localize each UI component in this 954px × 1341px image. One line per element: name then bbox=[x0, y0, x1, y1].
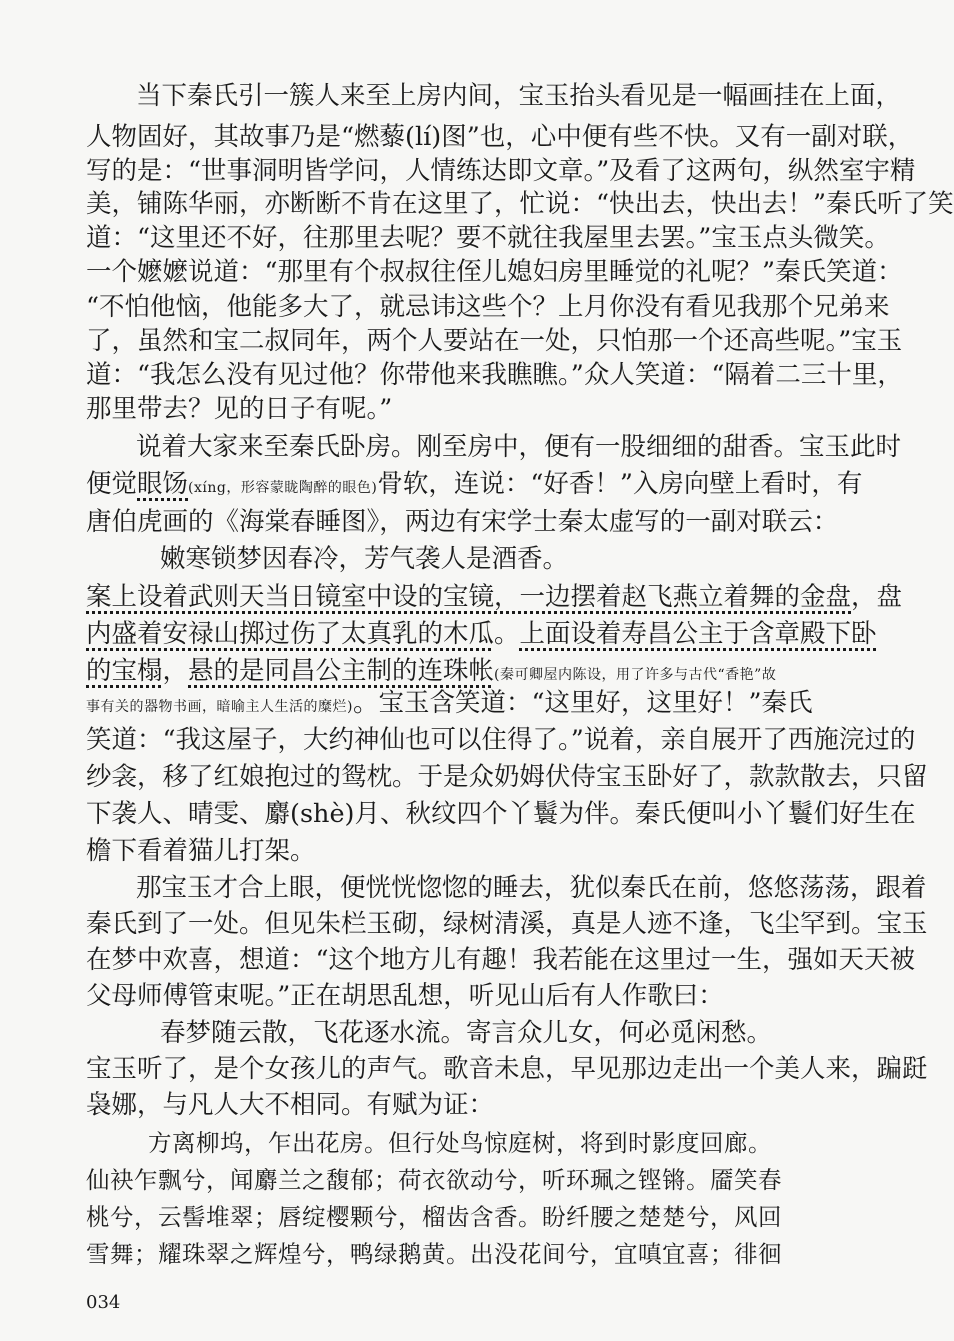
dotted-phrase: 案上设着武则天当日镜室中设的宝镜，一边摆着赵飞燕立着舞的金盘 bbox=[86, 582, 852, 612]
text-line: 道：“我怎么没有见过他？你带他来我瞧瞧。”众人笑道：“隔着二三十里， bbox=[86, 360, 903, 390]
dotted-phrase: 上面设着寿昌公主于含章殿下卧 bbox=[519, 619, 877, 649]
text-span: ，盘 bbox=[851, 582, 903, 612]
text-line: 纱衾，移了红娘抱过的鸳枕。于是众奶姆伏侍宝玉卧好了，款款散去，只留 bbox=[86, 762, 928, 792]
text-line: 那宝玉才合上眼，便恍恍惚惚的睡去，犹似秦氏在前，悠悠荡荡，跟着 bbox=[136, 873, 927, 903]
text-line: 当下秦氏引一簇人来至上房内间，宝玉抬头看见是一幅画挂在上面， bbox=[136, 81, 902, 111]
text-line bbox=[86, 618, 877, 650]
text-line: 下袭人、晴雯、麝(shè)月、秋纹四个丫鬟为伴。秦氏便叫小丫鬟们好生在 bbox=[86, 799, 916, 829]
text-line: 道：“这里还不好，往那里去呢？要不就往我屋里去罢。”宝玉点头微笑。 bbox=[86, 223, 890, 253]
text-line: 写的是：“世事洞明皆学问，人情练达即文章。”及看了这两句，纵然室宇精 bbox=[86, 156, 916, 186]
text-line: 檐下看着猫儿打架。 bbox=[86, 836, 316, 866]
text-line: 唐伯虎画的《海棠春睡图》，两边有宋学士秦太虚写的一副对联云： bbox=[86, 507, 839, 537]
text-span: 骨软，连说：“好香！”入房向壁上看时，有 bbox=[377, 469, 863, 499]
dotted-phrase: 悬的是同昌公主制的连珠帐 bbox=[188, 656, 495, 686]
text-line: 宝玉听了，是个女孩儿的声气。歌音未息，早见那边走出一个美人来，蹁跹 bbox=[86, 1054, 928, 1084]
text-span: 。宝玉含笑道：“这里好，这里好！”秦氏 bbox=[352, 688, 813, 718]
text-span: ， bbox=[162, 656, 189, 686]
text-line: 人物固好，其故事乃是“燃藜(lí)图”也，心中便有些不快。又有一副对联， bbox=[86, 122, 914, 152]
text-line: 在梦中欢喜，想道：“这个地方儿有趣！我若能在这里过一生，强如天天被 bbox=[86, 945, 916, 975]
couplet-line: 嫩寒锁梦因春冷，芳气袭人是酒香。 bbox=[160, 544, 569, 574]
fu-line: 雪舞；耀珠翠之辉煌兮，鸭绿鹅黄。出没花间兮，宜嗔宜喜；徘徊 bbox=[86, 1240, 782, 1268]
text-line: 父母师傅管束呢。”正在胡思乱想，听见山后有人作歌曰： bbox=[86, 981, 724, 1011]
text-line: 说着大家来至秦氏卧房。刚至房中，便有一股细细的甜香。宝玉此时 bbox=[136, 432, 902, 462]
text-line bbox=[86, 655, 776, 687]
text-line: 袅娜，与凡人大不相同。有赋为证： bbox=[86, 1090, 495, 1120]
fu-line: 仙袂乍飘兮，闻麝兰之馥郁；荷衣欲动兮，听环珮之铿锵。靥笑春 bbox=[86, 1166, 782, 1194]
text-line: 笑道：“我这屋子，大约神仙也可以住得了。”说着，亲自展开了西施浣过的 bbox=[86, 725, 916, 755]
text-line: 秦氏到了一处。但见朱栏玉砌，绿树清溪，真是人迹不逢，飞尘罕到。宝玉 bbox=[86, 909, 928, 939]
text-line: 那里带去？见的日子有呢。” bbox=[86, 394, 393, 424]
text-line: “不怕他恼，他能多大了，就忌讳这些个？上月你没有看见我那个兄弟来 bbox=[86, 292, 890, 322]
fu-line: 方离柳坞，乍出花房。但行处鸟惊庭树，将到时影度回廊。 bbox=[148, 1129, 772, 1157]
text-line: 美，铺陈华丽，亦断断不肯在这里了，忙说：“快出去，快出去！”秦氏听了笑 bbox=[86, 189, 954, 219]
gloss-note: 事有关的器物书画，暗喻主人生活的糜烂) bbox=[86, 699, 353, 715]
text-line bbox=[86, 687, 813, 719]
dotted-phrase: 的宝榻 bbox=[86, 656, 163, 686]
dotted-phrase: 内盛着安禄山掷过伤了太真乳的木瓜 bbox=[86, 619, 495, 649]
annotated-term: 眼饧 bbox=[137, 469, 189, 499]
gloss-note: (秦可卿屋内陈设，用了许多与古代“香艳”故 bbox=[494, 667, 777, 683]
gloss-note: (xíng，形容蒙眬陶醉的眼色) bbox=[188, 480, 378, 496]
text-line: 了，虽然和宝二叔同年，两个人要站在一处，只怕那一个还高些呢。”宝玉 bbox=[86, 326, 903, 356]
text-line: 一个嬷嬷说道：“那里有个叔叔往侄儿媳妇房里睡觉的礼呢？”秦氏笑道： bbox=[86, 257, 903, 287]
text-line bbox=[86, 468, 863, 500]
song-line: 春梦随云散，飞花逐水流。寄言众儿女，何必觅闲愁。 bbox=[160, 1018, 773, 1048]
fu-line: 桃兮，云髻堆翠；唇绽樱颗兮，榴齿含香。盼纤腰之楚楚兮，风回 bbox=[86, 1203, 782, 1231]
text-span: 。 bbox=[494, 619, 520, 649]
text-span: 便觉 bbox=[86, 469, 138, 499]
text-line bbox=[86, 581, 903, 613]
page-number: 034 bbox=[86, 1292, 121, 1313]
